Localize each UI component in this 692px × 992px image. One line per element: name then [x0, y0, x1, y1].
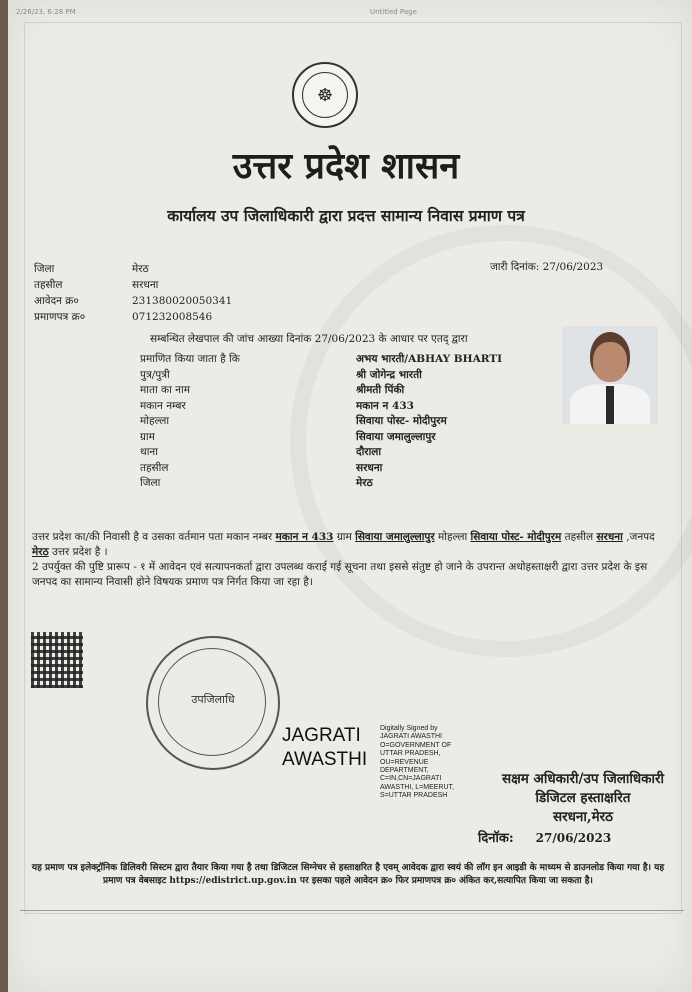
residence-statement: उत्तर प्रदेश का/की निवासी है व उसका वर्तमान पता मकान नम्बर मकान न 433 ग्राम सिवाया जमालुल्लापुर मोहल्ला सिवाया पोस्ट- मोदीपुरम तहसील सरधना ,जनपद मेरठ उत्तर प्रदेश है । 2 उपर्युक्त की पुष्टि प्रारूप - १ में आवेदन एवं सत्यापनकर्ता द्वारा उपलब्ध कराई गई सूचना तथा इससे संतुष्ट हो जाने के उपरान्त अधोहस्ताक्षरी द्वारा उत्तर प्रदेश के इस जनपद का सामान्य निवासी होने विषयक प्रमाण पत्र निर्गत किया जा रहा है। [32, 530, 662, 590]
up-government-emblem-icon: ☸ [292, 62, 358, 128]
detail-row: ग्राम सिवाया जमालुल्लापुर [140, 430, 436, 443]
footer-note: यह प्रमाण पत्र इलेक्ट्रॉनिक डिलिवरी सिस्टम द्वारा तैयार किया गया है तथा डिजिटल सिग्नेचर से हस्ताक्षरित है एवम् आवेदक द्वारा स्वयं की लॉग इन आइडी के माध्यम से डाउनलोड किया गया है। यह प्रमाण पत्र वेबसाइट https://edistrict.up.gov.in पर इसका पहले आवेदन क्र० फिर प्रमाणपत्र क्र० अंकित कर,सत्यापित किया जा सकता है। [31, 863, 665, 886]
detail-row: पुत्र/पुत्री श्री जोगेन्द्र भारती [140, 368, 422, 381]
print-page-title: Untitled Page [370, 8, 417, 16]
detail-row: माता का नाम श्रीमती पिंकी [140, 384, 405, 396]
official-seal-stamp: उपजिलाधि [146, 636, 280, 770]
signature-date: दिनॉक: 27/06/2023 [478, 831, 612, 846]
document-title: उत्तर प्रदेश शासन [232, 145, 460, 187]
detail-row: मोहल्ला सिवाया पोस्ट- मोदीपुरम [140, 415, 447, 427]
verification-intro: सम्बन्धित लेखपाल की जांच आख्या दिनांक 27/06/2023 के आधार पर एतद् द्वारा [150, 333, 468, 345]
meta-row: आवेदन क्र० 231380020050341 [34, 295, 233, 307]
detail-row: मकान नम्बर मकान न 433 [140, 399, 414, 412]
qr-code-icon [31, 632, 83, 688]
detail-row: प्रमाणित किया जाता है कि अभय भारती/ABHAY BHARTI [140, 353, 503, 365]
meta-row: प्रमाणपत्र क्र० 071232008546 [34, 311, 213, 323]
meta-row: तहसील सरधना [34, 279, 159, 291]
issuing-officer: सक्षम अधिकारी/उप जिलाधिकारी डिजिटल हस्ताक्षरित सरधना,मेरठ [501, 771, 665, 825]
issue-date: जारी दिनांक: 27/06/2023 [490, 261, 604, 273]
detail-row: थाना दौराला [140, 446, 382, 458]
detail-row: तहसील सरधना [140, 461, 383, 474]
meta-row: जिला मेरठ [34, 263, 149, 275]
declaration-text: 2 उपर्युक्त की पुष्टि प्रारूप - १ में आवेदन एवं सत्यापनकर्ता द्वारा उपलब्ध कराई गई सूचना तथा इससे संतुष्ट हो जाने के उपरान्त अधोहस्ताक्षरी द्वारा उत्तर प्रदेश के इस जनपद का सामान्य निवासी होने विषयक प्रमाण पत्र निर्गत किया जा रहा है। [32, 561, 648, 588]
signer-name: JAGRATI AWASTHI [282, 725, 368, 770]
applicant-photo [562, 326, 658, 424]
print-timestamp: 2/26/23, 6:28 PM [16, 8, 76, 16]
applicant-details [140, 352, 502, 492]
document-subtitle: कार्यालय उप जिलाधिकारी द्वारा प्रदत्त सामान्य निवास प्रमाण पत्र [167, 206, 525, 225]
digital-signature-block: Digitally Signed by JAGRATI AWASTHI O=GOVERNMENT OF UTTAR PRADESH, OU=REVENUE DEPARTMENT, C=IN,CN=JAGRATI AWASTHI, L=MEERUT, S=UTTAR PRADESH [380, 725, 454, 800]
detail-row: जिला मेरठ [140, 477, 373, 489]
certificate-meta [34, 262, 232, 326]
footer-divider [20, 910, 684, 911]
